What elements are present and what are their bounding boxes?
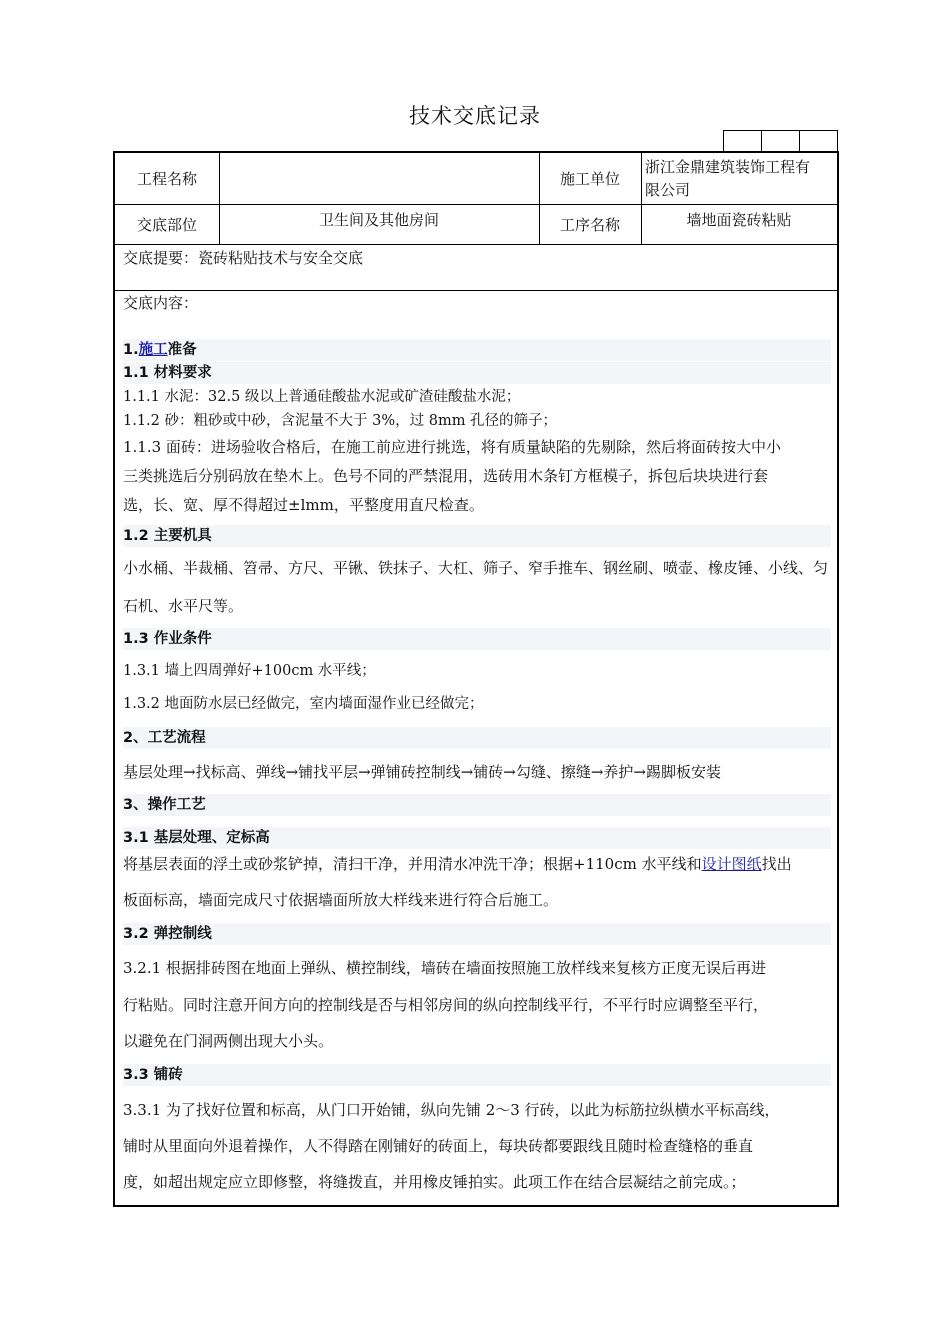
section-title: 准备 (167, 342, 197, 358)
content-label: 交底内容： (123, 294, 199, 312)
location-value: 卫生间及其他房间 (318, 211, 439, 229)
paragraph-line: 3.2.1 根据排砖图在地面上弹纵、横控制线，墙砖在墙面按照施工放样线来复核方正度无误后再进 (123, 959, 766, 977)
paragraph-line: 1.1.3 面砖：进场验收合格后，在施工前应进行挑选，将有质量缺陷的先剔除，然后将面砖按大中小 (123, 438, 781, 456)
paragraph-text: 找出 (761, 855, 792, 873)
section-1-2-heading: 1.2 主要机具 (123, 525, 831, 547)
paragraph-line: 铺时从里面向外退着操作，人不得踏在刚铺好的砖面上，每块砖都要跟线且随时检查缝格的垂直 (123, 1137, 754, 1155)
location-label: 交底部位 (136, 216, 197, 234)
project-name-label: 工程名称 (136, 170, 197, 188)
document-title: 技术交底记录 (409, 104, 541, 128)
summary-text: 交底提要：瓷砖粘贴技术与安全交底 (123, 249, 364, 267)
paragraph-line: 1.1.2 砂：粗砂或中砂，含泥量不大于 3%，过 8mm 孔径的筛子； (123, 413, 558, 429)
paragraph-line: 3.3.1 为了找好位置和标高，从门口开始铺，纵向先铺 2～3 行砖，以此为标筋拉纵横水平标高线， (123, 1101, 780, 1119)
paragraph-text: 将基层表面的浮土或砂浆铲掉，清扫干净，并用清水冲洗干净；根据+110cm 水平线和 (123, 855, 702, 873)
section-2-heading: 2、工艺流程 (123, 727, 831, 749)
paragraph-line (123, 852, 831, 876)
paragraph-line: 1.3.1 墙上四周弹好+100cm 水平线； (123, 663, 376, 679)
number-box (800, 131, 837, 152)
section-1-3-heading: 1.3 作业条件 (123, 628, 831, 650)
paragraph-line: 基层处理→找标高、弹线→铺找平层→弹铺砖控制线→铺砖→勾缝、擦缝→养护→踢脚板安装 (123, 763, 721, 781)
design-drawing-link[interactable]: 设计图纸 (701, 855, 762, 873)
section-3-3-heading: 3.3 铺砖 (123, 1064, 831, 1086)
paragraph-line: 选，长、宽、厚不得超过±lmm，平整度用直尺检查。 (123, 496, 484, 514)
paragraph-line: 三类挑选后分别码放在垫木上。色号不同的严禁混用，选砖用木条钉方框模子，拆包后块块进行套 (123, 467, 769, 485)
section-3-2-heading: 3.2 弹控制线 (123, 923, 831, 945)
content-body (123, 153, 831, 1203)
construction-unit-line1: 浙江金鼎建筑装饰工程有 (645, 158, 811, 176)
paragraph-line: 以避免在门洞两侧出现大小头。 (123, 1032, 334, 1050)
paragraph-line: 1.1.1 水泥：32.5 级以上普通硅酸盐水泥或矿渣硅酸盐水泥； (123, 389, 521, 405)
paragraph-line: 石机、水平尺等。 (123, 597, 244, 615)
section-3-1-heading: 3.1 基层处理、定标高 (123, 827, 831, 849)
process-label: 工序名称 (559, 216, 620, 234)
section-3-heading: 3、操作工艺 (123, 794, 831, 816)
construction-unit-label: 施工单位 (559, 170, 620, 188)
paragraph-line: 1.3.2 地面防水层已经做完，室内墙面湿作业已经做完； (123, 696, 484, 712)
paragraph-line: 小水桶、半裁桶、笤帚、方尺、平锹、铁抹子、大杠、筛子、窄手推车、钢丝刷、喷壶、橡皮锤、小线、匀 (123, 559, 829, 577)
process-value: 墙地面瓷砖粘贴 (686, 211, 792, 229)
record-number-boxes (723, 130, 838, 152)
section-number: 1. (123, 342, 139, 358)
paragraph-line: 板面标高，墙面完成尺寸依据墙面所放大样线来进行符合后施工。 (123, 891, 559, 909)
disclosure-table (113, 151, 839, 1207)
paragraph-line: 行粘贴。同时注意开间方向的控制线是否与相邻房间的纵向控制线平行，不平行时应调整至平行， (123, 996, 769, 1014)
construction-unit-line2: 限公司 (645, 181, 691, 199)
section-1-1-heading: 1.1 材料要求 (123, 362, 831, 384)
section-1-heading (123, 339, 831, 361)
paragraph-line: 度，如超出规定应立即修整，将缝拨直，并用橡皮锤拍实。此项工作在结合层凝结之前完成。； (123, 1173, 746, 1191)
number-box (762, 131, 800, 152)
construction-link[interactable]: 施工 (138, 342, 168, 358)
number-box (724, 131, 762, 152)
